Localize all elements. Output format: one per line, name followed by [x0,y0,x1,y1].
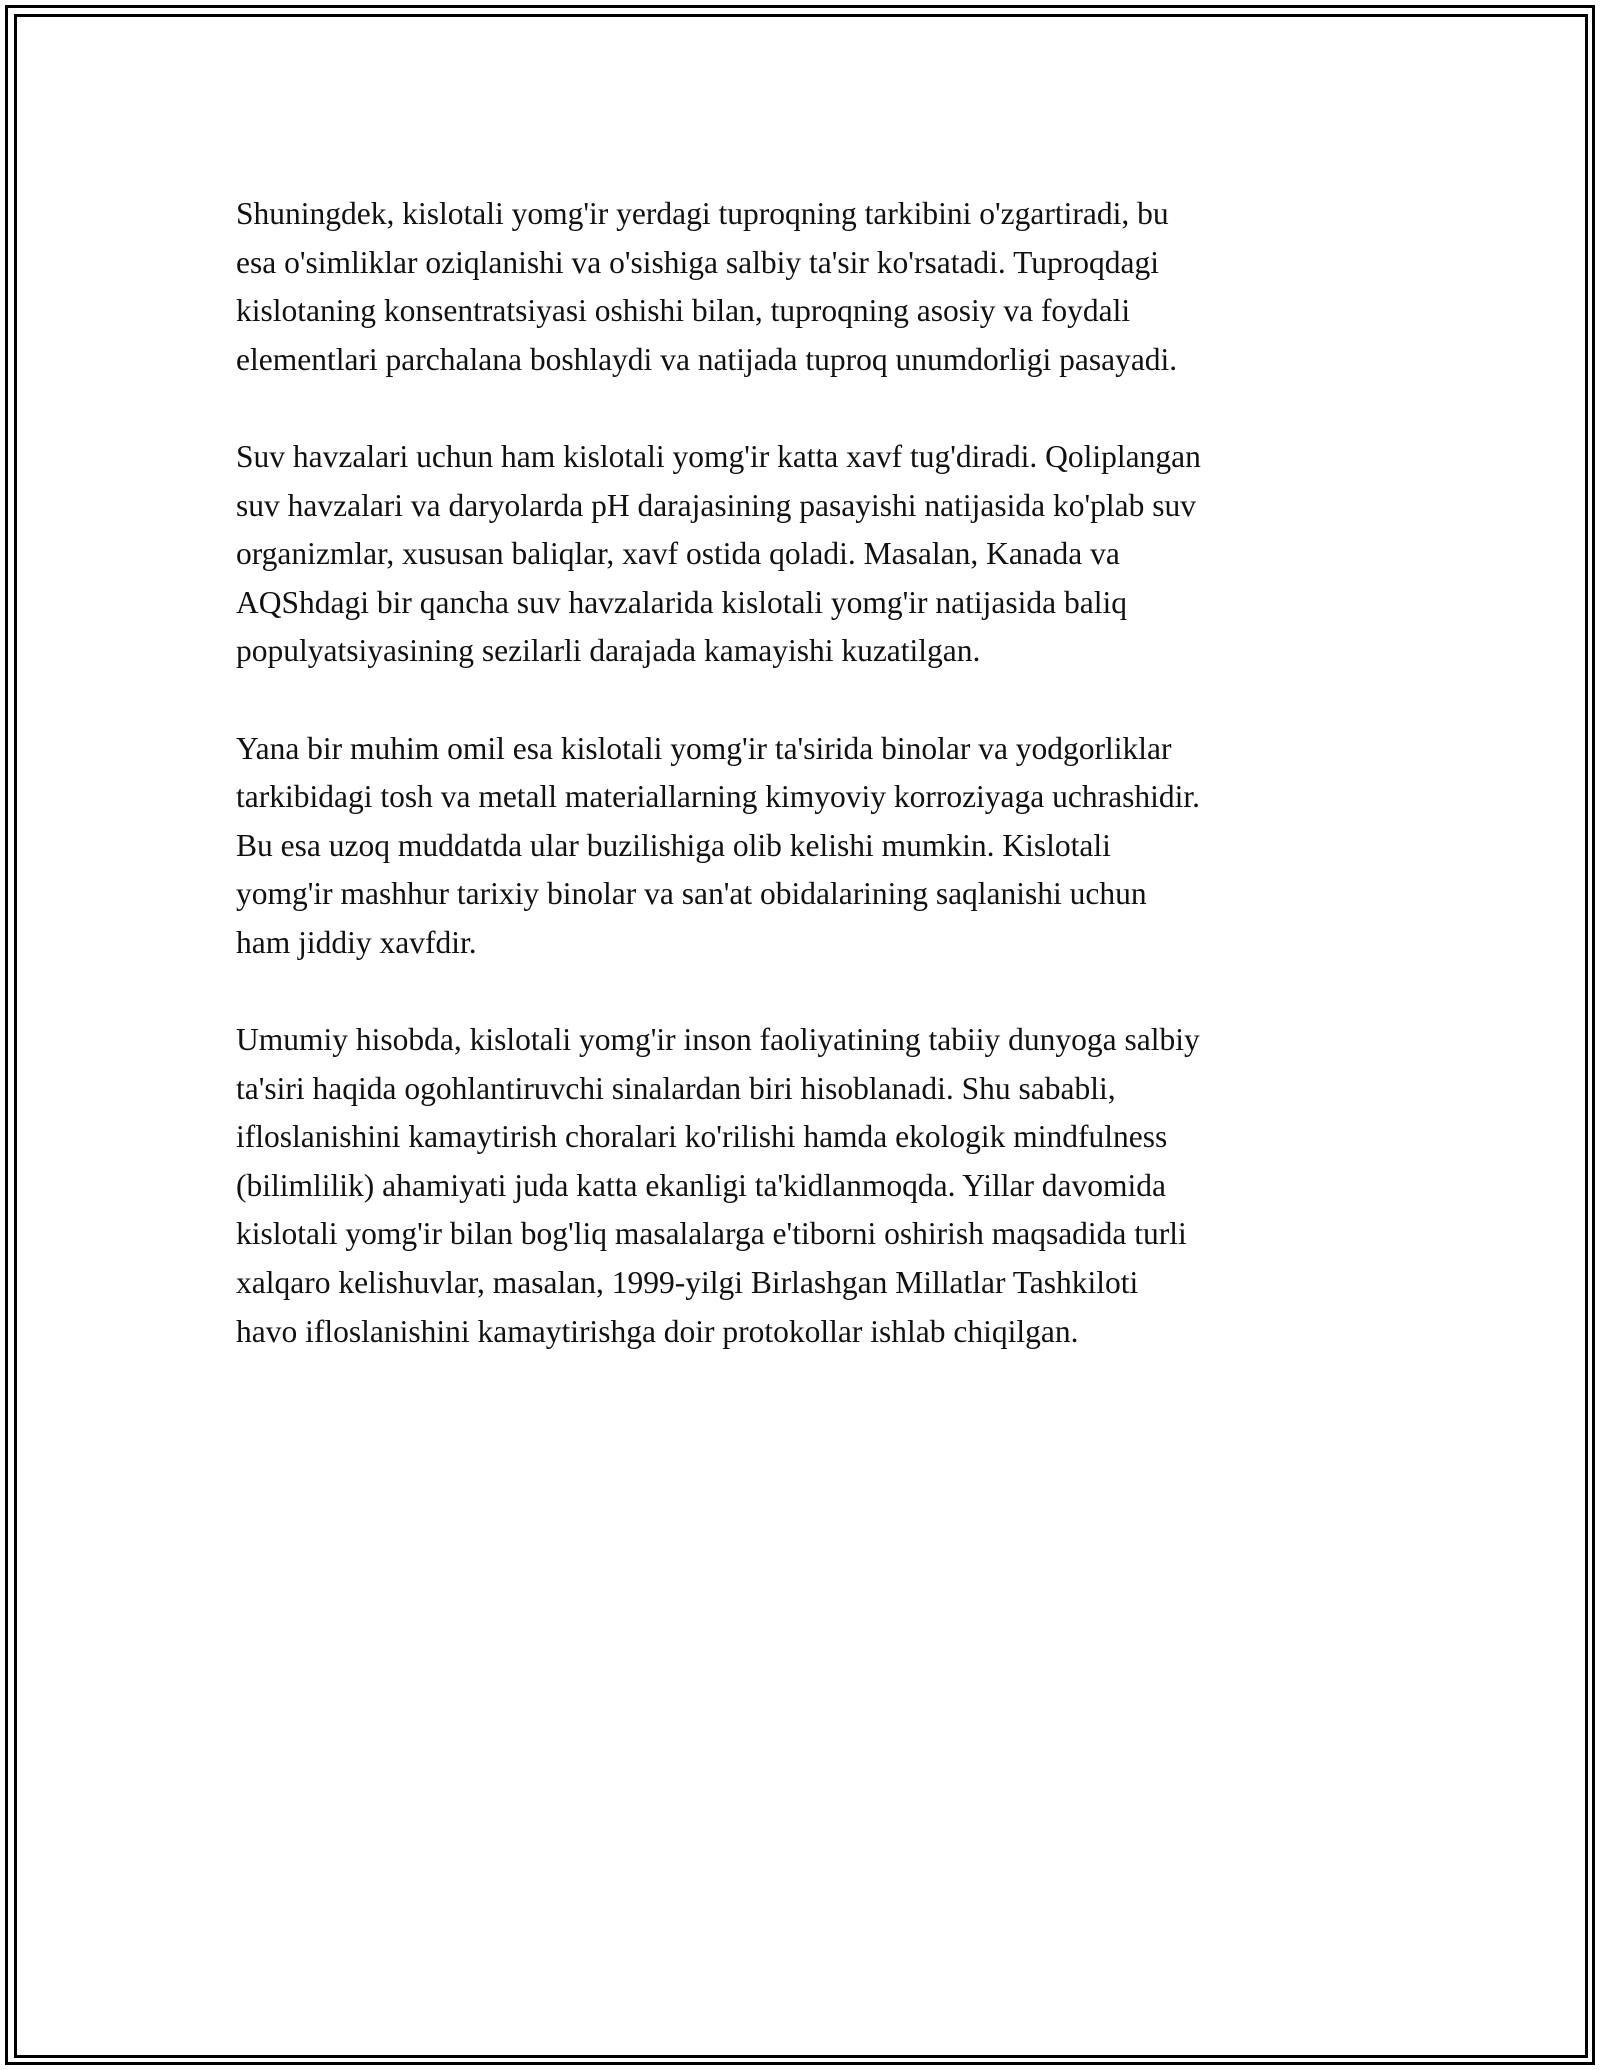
text-line: Suv havzalari uchun ham kislotali yomg'ir katta xavf tug'diradi. Qoliplangan [236,438,1201,474]
text-line: suv havzalari va daryolarda pH darajasining pasayishi natijasida ko'plab suv [236,487,1197,523]
text-line: Yana bir muhim omil esa kislotali yomg'ir ta'sirida binolar va yodgorliklar [236,730,1172,766]
paragraph-soil [236,190,1366,384]
text-line: Bu esa uzoq muddatda ular buzilishiga olib kelishi mumkin. Kislotali [236,827,1111,863]
text-line: populyatsiyasining sezilarli darajada kamayishi kuzatilgan. [236,633,981,669]
text-line: organizmlar, xususan baliqlar, xavf ostida qoladi. Masalan, Kanada va [236,536,1120,572]
text-line: AQShdagi bir qancha suv havzalarida kislotali yomg'ir natijasida baliq [236,584,1127,620]
text-line: Shuningdek, kislotali yomg'ir yerdagi tuproqning tarkibini o'zgartiradi, bu [236,196,1169,231]
text-line: yomg'ir mashhur tarixiy binolar va san'at obidalarining saqlanishi uchun [236,876,1147,912]
text-line: kislotaning konsentratsiyasi oshishi bilan, tuproqning asosiy va foydali [236,293,1131,329]
text-line: esa o'simliklar oziqlanishi va o'sishiga salbiy ta'sir ko'rsatadi. Tuproqdagi [236,244,1159,280]
text-line: ta'siri haqida ogohlantiruvchi sinalardan biri hisoblanadi. Shu sababli, [236,1070,1116,1106]
paragraph-conclusion [236,1016,1366,1356]
text-line: ham jiddiy xavfdir. [236,924,477,960]
paragraph-buildings [236,725,1366,968]
text-line: Umumiy hisobda, kislotali yomg'ir inson faoliyatining tabiiy dunyoga salbiy [236,1022,1200,1058]
text-line: ifloslanishini kamaytirish choralari ko'rilishi hamda ekologik mindfulness [236,1119,1168,1155]
paragraph-water [236,433,1366,676]
text-line: havo ifloslanishini kamaytirishga doir protokollar ishlab chiqilgan. [236,1313,1079,1349]
text-line: (bilimlilik) ahamiyati juda katta ekanligi ta'kidlanmoqda. Yillar davomida [236,1167,1167,1203]
text-line: elementlari parchalana boshlaydi va natijada tuproq unumdorligi pasayadi. [236,341,1178,377]
document-body [236,190,1366,1405]
text-line: kislotali yomg'ir bilan bog'liq masalalarga e'tiborni oshirish maqsadida turli [236,1216,1187,1252]
text-line: tarkibidagi tosh va metall materiallarning kimyoviy korroziyaga uchrashidir. [236,779,1200,815]
text-line: xalqaro kelishuvlar, masalan, 1999-yilgi Birlashgan Millatlar Tashkiloti [236,1265,1139,1301]
